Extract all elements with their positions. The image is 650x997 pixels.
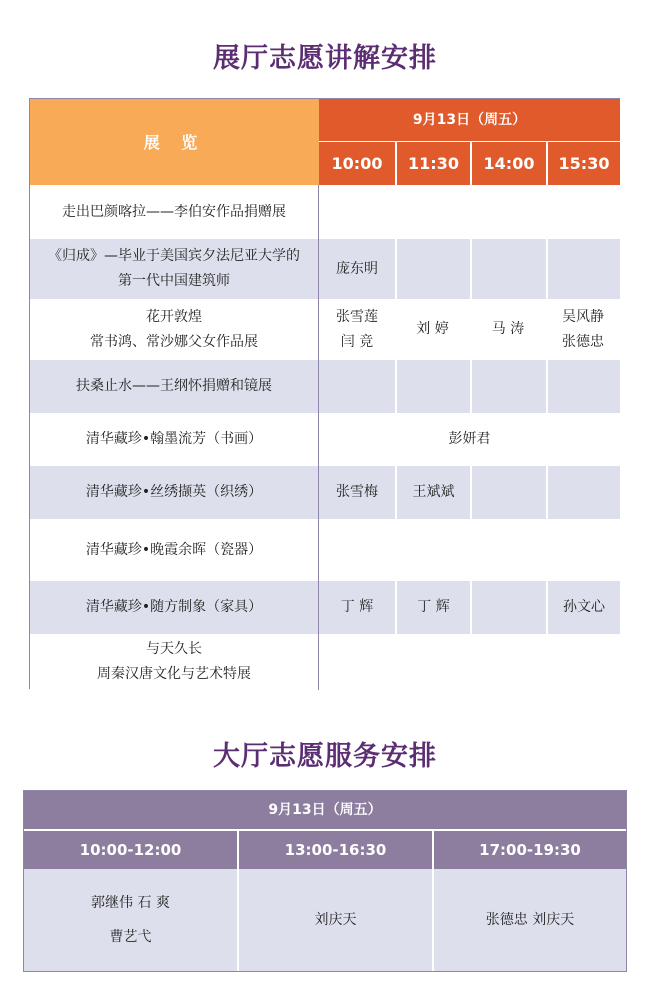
volunteer-cell [395, 239, 470, 299]
volunteer-cell [395, 185, 470, 239]
volunteer-cell [546, 185, 620, 239]
time-header-1000: 10:00 [319, 141, 395, 185]
volunteer-cell: 马 涛 [470, 299, 546, 360]
volunteer-cell [546, 466, 620, 519]
volunteer-cell [319, 185, 395, 239]
exhibition-name: 清华藏珍•随方制象（家具） [30, 581, 319, 634]
time-header-1530: 15:30 [546, 141, 620, 185]
volunteer-cell: 孙文心 [546, 581, 620, 634]
volunteer-cell [395, 519, 470, 581]
volunteer-cell: 刘 婷 [395, 299, 470, 360]
hall-time-slot-1: 10:00-12:00 [24, 829, 237, 869]
exhibition-name: 清华藏珍•翰墨流芳（书画） [30, 413, 319, 466]
hall-volunteers-3: 张德忠 刘庆天 [432, 869, 626, 971]
exhibition-name: 走出巴颜喀拉——李伯安作品捐赠展 [30, 185, 319, 239]
volunteer-cell [470, 466, 546, 519]
date-header: 9月13日（周五） [319, 99, 620, 141]
volunteer-cell [395, 360, 470, 413]
hall-volunteers-1: 郭继伟 石 爽 曹艺弋 [91, 895, 170, 945]
volunteer-cell: 丁 辉 [319, 581, 395, 634]
volunteer-cell [470, 519, 546, 581]
volunteer-cell [470, 239, 546, 299]
exhibition-name: 清华藏珍•丝绣撷英（织绣） [30, 466, 319, 519]
volunteer-cell [470, 360, 546, 413]
volunteer-cell [470, 185, 546, 239]
volunteer-cell-merged: 彭妍君 [319, 413, 620, 466]
exhibition-name: 花开敦煌 常书鸿、常沙娜父女作品展 [30, 299, 319, 360]
volunteer-cell [319, 360, 395, 413]
hall-date-header: 9月13日（周五） [24, 791, 626, 829]
volunteer-cell [319, 634, 395, 690]
volunteer-cell: 吴风静 张德忠 [546, 299, 620, 360]
exhibition-name: 与天久长 周秦汉唐文化与艺术特展 [30, 634, 319, 690]
exhibition-name: 《归成》—毕业于美国宾夕法尼亚大学的 第一代中国建筑师 [30, 239, 319, 299]
volunteer-cell: 王斌斌 [395, 466, 470, 519]
exhibit-schedule-title: 展厅志愿讲解安排 [213, 43, 437, 74]
time-header-1400: 14:00 [470, 141, 546, 185]
volunteer-cell [546, 519, 620, 581]
exhibition-name: 扶桑止水——王纲怀捐赠和镜展 [30, 360, 319, 413]
volunteer-cell [546, 239, 620, 299]
hall-time-slot-2: 13:00-16:30 [237, 829, 432, 869]
volunteer-cell [546, 360, 620, 413]
volunteer-cell: 张雪梅 [319, 466, 395, 519]
volunteer-cell [470, 634, 546, 690]
volunteer-cell [395, 634, 470, 690]
hall-schedule-table [23, 790, 627, 972]
volunteer-cell: 丁 辉 [395, 581, 470, 634]
hall-schedule-title: 大厅志愿服务安排 [213, 741, 437, 772]
exhibit-schedule-table [29, 98, 620, 689]
volunteer-cell [319, 519, 395, 581]
volunteer-cell [470, 581, 546, 634]
time-header-1130: 11:30 [395, 141, 470, 185]
hall-volunteers-2: 刘庆天 [237, 869, 432, 971]
volunteer-cell: 张雪莲 闫 竞 [319, 299, 395, 360]
volunteer-cell [546, 634, 620, 690]
exhibition-column-header: 展 览 [30, 99, 319, 185]
volunteer-cell: 庞东明 [319, 239, 395, 299]
exhibition-name: 清华藏珍•晚霞余晖（瓷器） [30, 519, 319, 581]
hall-time-slot-3: 17:00-19:30 [432, 829, 626, 869]
